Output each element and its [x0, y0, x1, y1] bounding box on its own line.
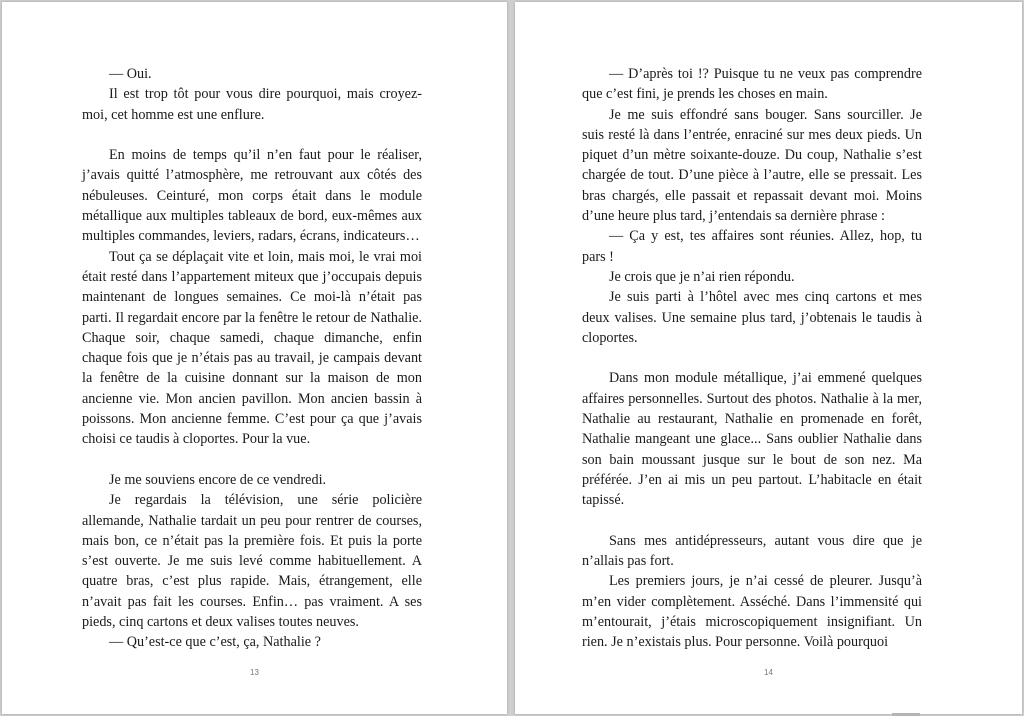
paragraph: — Ça y est, tes affaires sont réunies. Allez, hop, tu pars !	[582, 228, 922, 265]
paragraph: Il est trop tôt pour vous dire pourquoi, mais croyez-moi, cet homme est une enflure.	[82, 86, 422, 123]
right-page-text	[582, 64, 922, 653]
paragraph: Je me suis effondré sans bouger. Sans sourciller. Je suis resté là dans l’entrée, enraciné sur mes deux pieds. Un piquet d’un mètre soixante-douze. Du coup, Nathalie s’est chargée de tout. D’une pièce à l’autre, elle se pressait. Les bras chargés, elle passait et repassait devant moi. Moins d’une heure plus tard, j’entendais sa dernière phrase :	[582, 106, 922, 225]
paragraph: Dans mon module métallique, j’ai emmené quelques affaires personnelles. Surtout des photos. Nathalie à la mer, Nathalie au restaurant, Nathalie en promenade en forêt, Nathalie mangeant une glace... Sans oublier Nathalie dans son bain moussant jusque sur le bout de son nez. Ma préférée. J’en ai mis un peu partout. L’habitacle en était tapissé.	[582, 370, 922, 509]
left-page-text	[82, 64, 422, 653]
paragraph: Sans mes antidépresseurs, autant vous dire que je n’allais pas fort.	[582, 532, 922, 570]
page-number: 13	[250, 668, 259, 677]
left-page	[2, 2, 507, 714]
paragraph: Je suis parti à l’hôtel avec mes cinq cartons et mes deux valises. Une semaine plus tard, j’obtenais le taudis à cloportes.	[582, 289, 922, 346]
paragraph: Je regardais la télévision, une série policière allemande, Nathalie tardait un peu pour rentrer de courses, mais bon, ce n’était pas la première fois. Et puis la porte s’est ouverte. Je me suis levé comme habituellement. A quatre bras, c’est plus rapide. Mais, étrangement, elle n’avait pas fait les courses. Enfin… pas vraiment. A ses pieds, cinq cartons et deux valises toutes neuves.	[82, 492, 422, 631]
paragraph: En moins de temps qu’il n’en faut pour le réaliser, j’avais quitté l’atmosphère, me retrouvant aux côtés des nébuleuses. Ceinturé, mon corps était dans le module métallique aux multiples tableaux de bord, eux-mêmes aux multiples commandes, leviers, radars, écrans, indicateurs…	[82, 147, 422, 245]
paragraph: — Oui.	[109, 66, 152, 82]
paragraph: — Qu’est-ce que c’est, ça, Nathalie ?	[109, 634, 321, 651]
paragraph: Je me souviens encore de ce vendredi.	[109, 471, 327, 488]
paragraph: Tout ça se déplaçait vite et loin, mais moi, le vrai moi était resté dans l’appartement miteux que j’occupais depuis maintenant de longues semaines. Ce moi-là n’était pas parti. Il regardait encore par la fenêtre le retour de Nathalie. Chaque soir, chaque samedi, chaque dimanche, enfin chaque fois que je n’étais pas au travail, je campais devant la fenêtre de la cuisine donnant sur la maison de mon ancienne vie. Mon ancien pavillon. Mon ancien bassin à poissons. Mon ancienne femme. C’est pour ça que j’avais choisi ce taudis à cloportes. Pour la vue.	[82, 248, 422, 448]
paragraph: Je crois que je n’ai rien répondu.	[609, 268, 795, 285]
right-page	[515, 2, 1022, 714]
page-number: 14	[764, 668, 773, 677]
paragraph: — D’après toi !? Puisque tu ne veux pas comprendre que c’est fini, je prends les choses en main.	[582, 66, 922, 103]
paragraph: Les premiers jours, je n’ai cessé de pleurer. Jusqu’à m’en vider complètement. Asséché. Dans l’immensité qui m’entourait, j’étais microscopiquement insignifiant. Un rien. Je n’existais plus. Pour personne. Voilà pourquoi	[582, 573, 922, 651]
